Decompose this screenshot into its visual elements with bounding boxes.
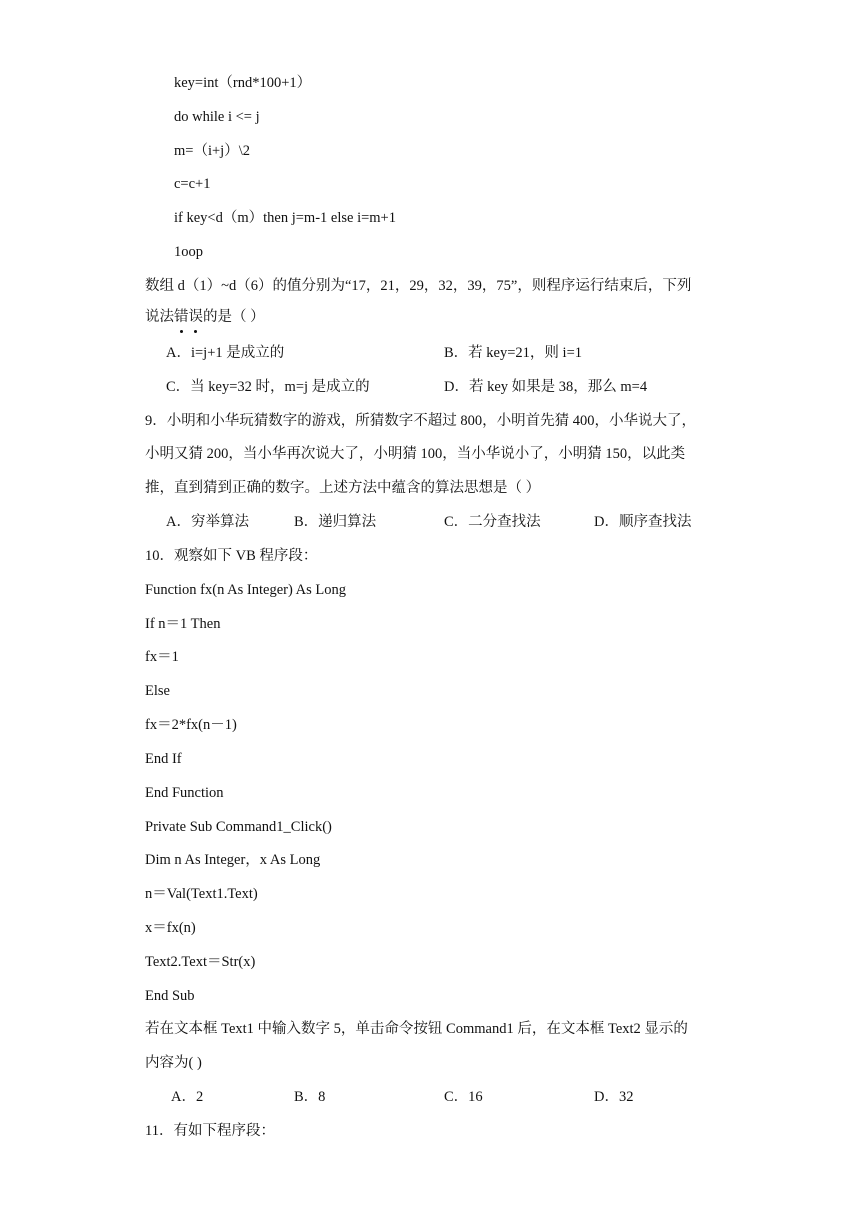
q10-stem-line-2: 内容为( ) (145, 1055, 202, 1071)
q8-code-line-5: if key<d（m）then j=m-1 else i=m+1 (174, 210, 396, 226)
q9-line-1: 9．小明和小华玩猜数字的游戏，所猜数字不超过 800，小明首先猜 400，小华说大了， (145, 413, 696, 429)
q10-code-line-4: Else (145, 683, 170, 699)
q11-title: 11．有如下程序段： (145, 1123, 275, 1139)
q10-code-line-12: Text2.Text＝Str(x) (145, 954, 256, 970)
q10-code-line-1: Function fx(n As Integer) As Long (145, 582, 346, 598)
q8-code-line-6: 1oop (174, 244, 203, 260)
q8-stem-line-2 (145, 307, 265, 327)
q10-option-d: D．32 (594, 1089, 634, 1105)
q10-code-line-3: fx＝1 (145, 649, 179, 665)
q8-code-line-4: c=c+1 (174, 176, 211, 192)
q9-option-b: B．递归算法 (294, 514, 377, 530)
q10-option-c: C．16 (444, 1089, 483, 1105)
q9-option-d: D．顺序查找法 (594, 514, 692, 530)
q9-line-2: 小明又猜 200，当小华再次说大了，小明猜 100，当小华说小了，小明猜 150，以此类 (145, 446, 686, 462)
q10-option-a: A．2 (171, 1089, 204, 1105)
q9-line-3: 推，直到猜到正确的数字。上述方法中蕴含的算法思想是（ ） (145, 480, 541, 496)
q10-option-b: B．8 (294, 1089, 326, 1105)
q8-code-line-1: key=int（rnd*100+1） (174, 75, 312, 91)
q9-option-c: C．二分查找法 (444, 514, 541, 530)
q10-code-line-13: End Sub (145, 988, 195, 1004)
q10-code-line-7: End Function (145, 785, 224, 801)
q10-code-line-6: End If (145, 751, 182, 767)
q8-option-b: B．若 key=21，则 i=1 (444, 345, 582, 361)
q8-stem-post: 的是（ ） (203, 309, 265, 325)
q10-code-line-2: If n＝1 Then (145, 616, 221, 632)
q10-code-line-10: n＝Val(Text1.Text) (145, 886, 258, 902)
q8-stem-pre: 说法 (145, 309, 174, 325)
q8-option-d: D．若 key 如果是 38，那么 m=4 (444, 379, 648, 395)
q8-emphasis-char-2: 误 (188, 309, 203, 325)
q8-code-line-3: m=（i+j）\2 (174, 143, 250, 159)
q8-stem-line-1: 数组 d（1）~d（6）的值分别为“17，21，29，32，39，75”，则程序运行结束后，下列 (145, 278, 692, 294)
q10-code-line-5: fx＝2*fx(n－1) (145, 717, 237, 733)
q10-title: 10．观察如下 VB 程序段： (145, 548, 318, 564)
q8-emphasis-char-1: 错 (174, 309, 189, 325)
q10-code-line-9: Dim n As Integer，x As Long (145, 852, 321, 868)
q8-option-c: C．当 key=32 时，m=j 是成立的 (166, 379, 370, 395)
q8-option-a: A．i=j+1 是成立的 (166, 345, 285, 361)
q10-code-line-11: x＝fx(n) (145, 920, 196, 936)
q9-option-a: A．穷举算法 (166, 514, 249, 530)
q8-code-line-2: do while i <= j (174, 109, 260, 125)
q10-code-line-8: Private Sub Command1_Click() (145, 819, 332, 835)
q10-stem-line-1: 若在文本框 Text1 中输入数字 5，单击命令按钮 Command1 后，在文本框 Text2 显示的 (145, 1021, 688, 1037)
